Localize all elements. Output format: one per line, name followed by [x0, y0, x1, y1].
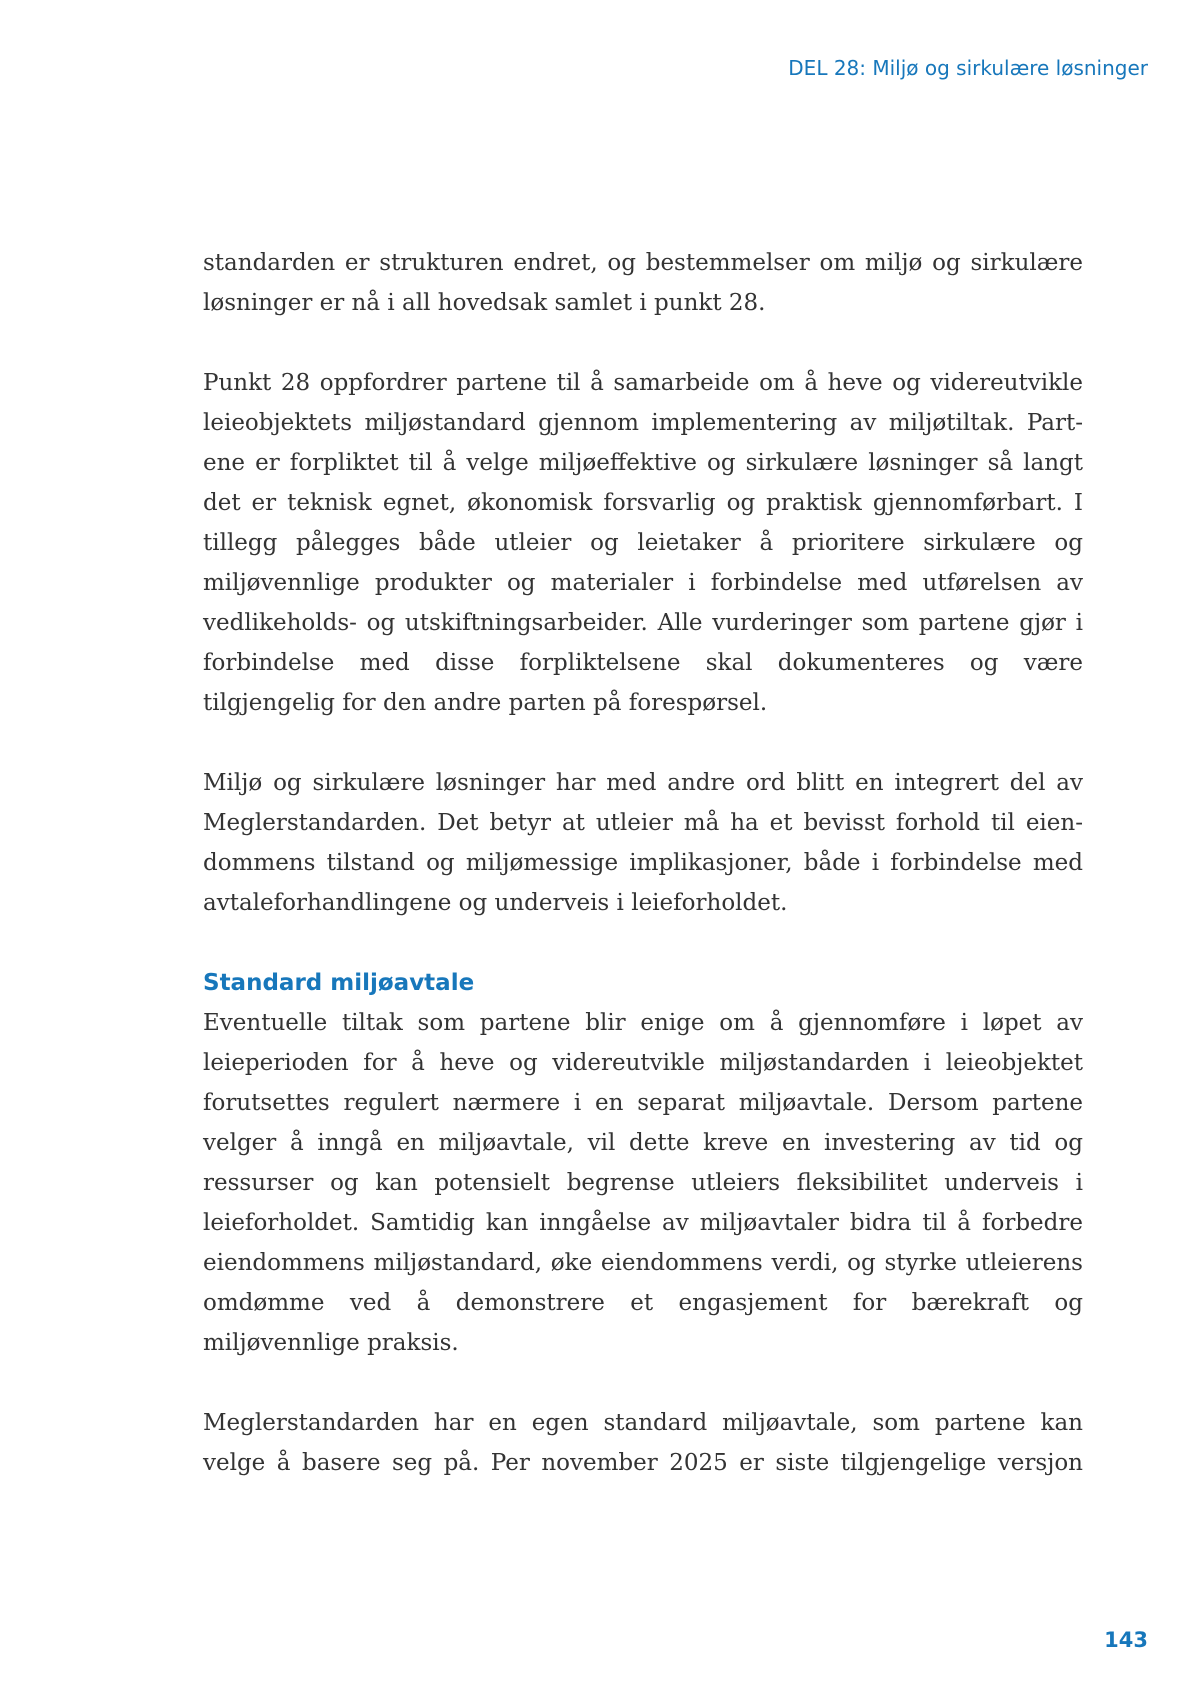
paragraph-3: Miljø og sirkulære løsninger har med andre ord blitt en integrert del av Meglerstandarden. Det betyr at utleier må ha et bevisst forhold til eiendommens tilstand og miljømessige implikasjoner, både i forbindelse med avtaleforhandlingene og underveis i leieforholdet.: [203, 770, 1083, 916]
section-subheading: Standard miljøavtale: [203, 970, 475, 996]
page-number: 143: [1104, 1628, 1148, 1652]
running-header: DEL 28: Miljø og sirkulære løsninger: [788, 56, 1148, 80]
paragraph-4: Eventuelle tiltak som partene blir enige om å gjennomføre i løpet av leieperioden for å heve og videreutvikle miljøstandarden i leieobjektet forutsettes regulert nærmere i en separat miljøavtale. Dersom partene velger å inngå en miljøavtale, vil dette kreve en investering av tid og ressurser og kan potensielt begrense utleiers fleksibilitet underveis i leieforholdet. Samtidig kan inngåelse av miljøavtaler bidra til å forbedre eiendommens miljøstandard, øke eiendommens verdi, og styrke utleierens omdømme ved å demonstrere et engasjement for bærekraft og miljøvennlige praksis.: [203, 1010, 1083, 1356]
paragraph-2: Punkt 28 oppfordrer partene til å samarbeide om å heve og videreutvikle leieobjektets miljøstandard gjennom implementering av miljøtiltak. Partene er forpliktet til å velge miljøeffektive og sirkulære løsninger så langt det er teknisk egnet, økonomisk forsvarlig og praktisk gjennomførbart. I tillegg pålegges både utleier og leietaker å prioritere sirkulære og miljøvennlige produkter og materialer i forbindelse med utførelsen av vedlikeholds- og utskiftningsarbeider. Alle vurderinger som partene gjør i forbindelse med disse forpliktelsene skal dokumenteres og være tilgjengelig for den andre parten på forespørsel.: [203, 370, 1083, 716]
paragraph-5: Meglerstandarden har en egen standard miljøavtale, som partene kan velge å basere seg på. Per november 2025 er siste tilgjengelige versjon: [203, 1410, 1083, 1476]
body-text: [203, 243, 1083, 1483]
paragraph-1: standarden er strukturen endret, og bestemmelser om miljø og sirkulære løsninger er nå i all hovedsak samlet i punkt 28.: [203, 250, 1083, 316]
